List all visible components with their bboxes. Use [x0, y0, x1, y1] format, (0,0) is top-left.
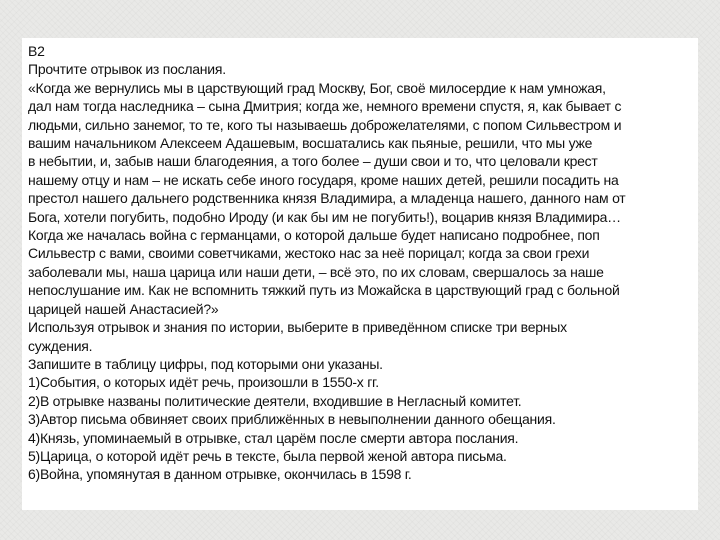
excerpt-line-4: вашим начальником Алексеем Адашевым, восшатались как пьяные, решили, что мы уже: [28, 135, 593, 152]
option-6: 6)Война, упомянутая в данном отрывке, окончилась в 1598 г.: [28, 466, 412, 483]
excerpt-line-11: заболевали мы, наша царица или наши дети, – всё это, по их словам, свершалось за наше: [28, 263, 604, 280]
slide-card: [22, 38, 698, 510]
excerpt-line-8: Бога, хотели погубить, подобно Ироду (и как бы им не погубить!), воцарив князя Владимира…: [28, 208, 621, 225]
excerpt-line-5: в небытии, и, забыв наши благодеяния, а того более – души свои и то, что целовали крест: [28, 153, 598, 170]
excerpt-line-12: непослушание им. Как не вспомнить тяжкий путь из Можайска в царствующий град с больной: [28, 282, 620, 299]
option-2: 2)В отрывке названы политические деятели, входившие в Негласный комитет.: [28, 392, 522, 409]
excerpt-line-10: Сильвестр с вами, своими советчиками, жестоко нас за неё порицал; когда за свои грехи: [28, 245, 590, 262]
question-line-1: Используя отрывок и знания по истории, выберите в приведённом списке три верных: [28, 319, 567, 336]
excerpt-line-3: людьми, сильно занемог, то те, кого ты называешь доброжелателями, с попом Сильвестром и: [28, 116, 622, 133]
option-3: 3)Автор письма обвиняет своих приближённых в невыполнении данного обещания.: [28, 411, 556, 428]
excerpt-line-13: царицей нашей Анастасией?»: [28, 300, 219, 317]
option-1: 1)События, о которых идёт речь, произошли в 1550-х гг.: [28, 374, 379, 391]
task-number: B2: [28, 43, 45, 59]
option-5: 5)Царица, о которой идёт речь в тексте, была первой женой автора письма.: [28, 447, 507, 464]
excerpt-line-2: дал нам тогда наследника – сына Дмитрия; когда же, немного времени спустя, я, как бывает с: [28, 98, 622, 115]
excerpt-line-7: престол нашего дальнего родственника князя Владимира, а младенца нашего, данного нам от: [28, 190, 626, 207]
question-line-2: суждения.: [28, 337, 93, 354]
excerpt-line-1: «Когда же вернулись мы в царствующий град Москву, Бог, своё милосердие к нам умножая,: [28, 79, 606, 96]
excerpt-line-9: Когда же началась война с германцами, о которой дальше будет написано подробнее, поп: [28, 227, 600, 244]
slide-text: [28, 42, 692, 484]
answer-instruction: Запишите в таблицу цифры, под которыми они указаны.: [28, 355, 383, 372]
task-instruction: Прочтите отрывок из послания.: [28, 61, 226, 78]
excerpt-line-6: нашему отцу и нам – не искать себе иного государя, кроме наших детей, решили посадить на: [28, 171, 619, 188]
option-4: 4)Князь, упоминаемый в отрывке, стал царём после смерти автора послания.: [28, 429, 519, 446]
